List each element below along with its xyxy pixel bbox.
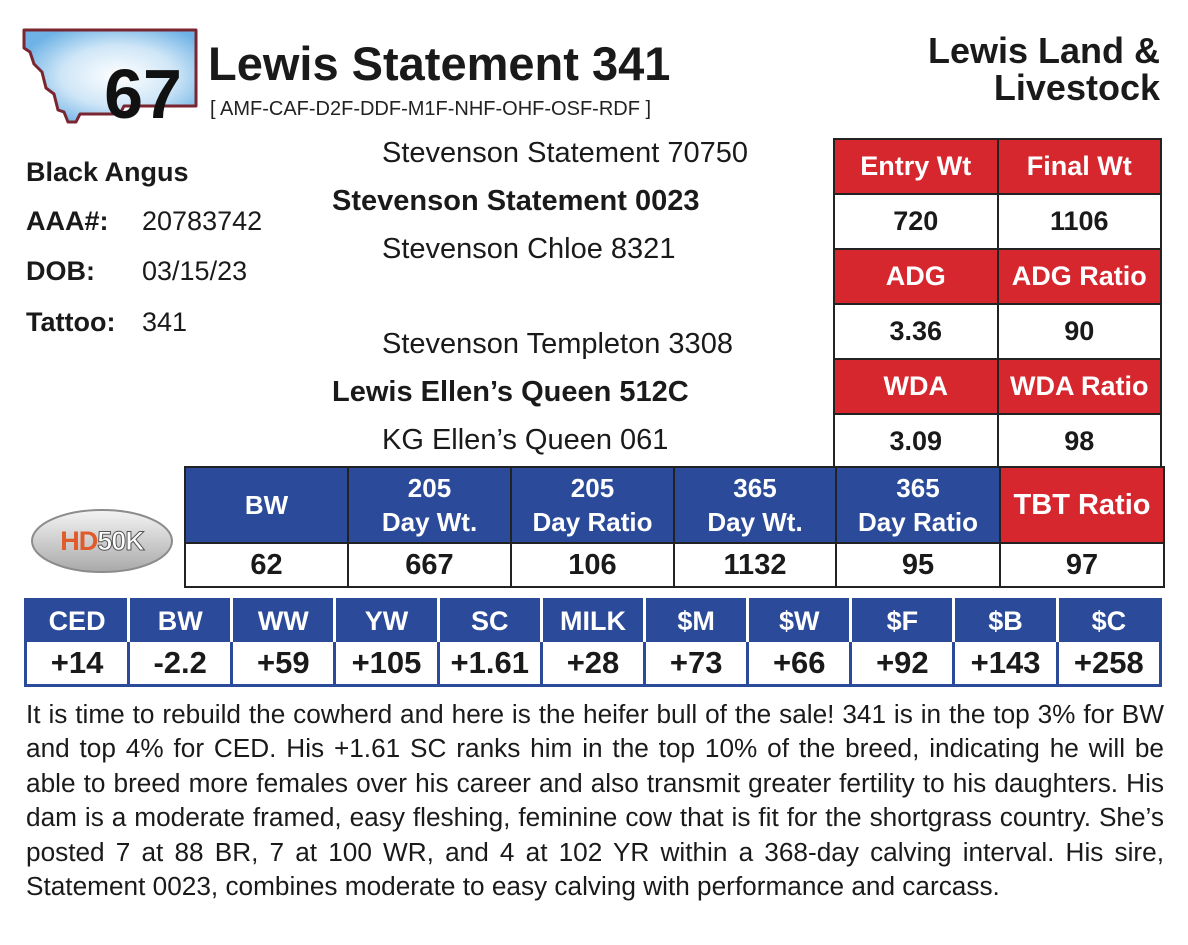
- epd-header: $C: [1057, 600, 1160, 642]
- meas-header-label: 365: [896, 473, 940, 503]
- epd-header: BW: [129, 600, 232, 642]
- meas-header-sublabel: Day Ratio: [858, 507, 978, 537]
- animal-name: Lewis Statement 341: [208, 37, 671, 90]
- meas-header-sublabel: Day Wt.: [381, 507, 478, 537]
- adg-value: 3.36: [834, 304, 998, 359]
- epd-header: $B: [954, 600, 1057, 642]
- adg-header: ADG: [834, 249, 998, 304]
- adg-ratio-header: ADG Ratio: [998, 249, 1162, 304]
- description: It is time to rebuild the cowherd and here is the heifer bull of the sale! 341 is in the top 3% for BW and top 4% for CED. His +1.61 SC ranks him in the top 10% of the breed, indicating he will be able to breed more females over his career and also transmit greater fertility to his daughters. His dam is a moderate framed, easy fleshing, feminine cow that is fit for the shortgrass country. She’s posted 7 at 88 BR, 7 at 100 WR, and 4 at 102 YR within a 368-day calving interval. His sire, Statement 0023, combines moderate to easy calving with performance and carcass.: [26, 699, 1164, 902]
- meas-value-bw: 62: [185, 543, 348, 587]
- dob-row: [26, 256, 247, 287]
- hd50k-logo: [30, 508, 174, 574]
- meas-header-365-wt: [674, 467, 836, 543]
- final-wt-value: 1106: [998, 194, 1162, 249]
- tattoo-value: 341: [142, 307, 188, 337]
- pedigree-sire-dam: Stevenson Chloe 8321: [382, 233, 676, 265]
- lot-number: 67: [104, 55, 182, 133]
- epd-value: +66: [748, 642, 851, 686]
- meas-value-tbt-ratio: 97: [1000, 543, 1164, 587]
- wda-value: 3.09: [834, 414, 998, 469]
- meas-header-label: 205: [407, 473, 452, 503]
- registration-row: [26, 206, 262, 237]
- breeder-name: [860, 32, 1160, 106]
- epd-value: +73: [645, 642, 748, 686]
- performance-table: [833, 138, 1162, 470]
- epd-header: $W: [748, 600, 851, 642]
- meas-header-tbt-ratio: [1000, 467, 1164, 543]
- measurements-table: [184, 466, 1165, 588]
- pedigree-dam-sire: Stevenson Templeton 3308: [382, 328, 733, 360]
- pedigree-dam-dam: KG Ellen’s Queen 061: [382, 424, 669, 456]
- lot-badge: [20, 24, 200, 133]
- meas-header-sublabel: Day Ratio: [532, 507, 653, 537]
- meas-header-365-ratio: [836, 467, 1000, 543]
- pedigree-sire-sire: Stevenson Statement 70750: [382, 137, 748, 169]
- registration-value: 20783742: [142, 206, 263, 236]
- meas-header-label: TBT Ratio: [1013, 489, 1151, 521]
- pedigree-sire: Stevenson Statement 0023: [332, 185, 700, 217]
- epd-value: +1.61: [438, 642, 541, 686]
- meas-header-label: 205: [570, 473, 615, 503]
- epd-table: [24, 598, 1162, 687]
- epd-header: SC: [438, 600, 541, 642]
- epd-header: $M: [645, 600, 748, 642]
- epd-header: YW: [335, 600, 438, 642]
- meas-header-label: 365: [733, 473, 777, 503]
- epd-value: +258: [1057, 642, 1160, 686]
- epd-header: $F: [851, 600, 954, 642]
- meas-header-label: BW: [244, 490, 289, 520]
- breeder-line-1: Lewis Land &: [927, 30, 1160, 71]
- adg-ratio-value: 90: [998, 304, 1162, 359]
- tattoo-row: [26, 307, 187, 338]
- epd-value: +143: [954, 642, 1057, 686]
- epd-value: +105: [335, 642, 438, 686]
- epd-value: +14: [50, 644, 104, 680]
- registration-label: AAA#:: [26, 206, 109, 236]
- wda-ratio-header: WDA Ratio: [998, 359, 1162, 414]
- meas-value-365-wt: 1132: [674, 543, 836, 587]
- meas-header-205-ratio: [511, 467, 674, 543]
- dob-label: DOB:: [26, 256, 95, 286]
- epd-value: +28: [541, 642, 644, 686]
- meas-value-205-wt: 667: [348, 543, 511, 587]
- breed: Black Angus: [26, 157, 189, 187]
- epd-header: MILK: [541, 600, 644, 642]
- meas-header-bw: [185, 467, 348, 543]
- genetic-tags: [ AMF-CAF-D2F-DDF-M1F-NHF-OHF-OSF-RDF ]: [210, 98, 652, 120]
- meas-header-205-wt: [348, 467, 511, 543]
- epd-header: WW: [232, 600, 335, 642]
- pedigree-dam: Lewis Ellen’s Queen 512C: [332, 376, 689, 408]
- wda-header: WDA: [834, 359, 998, 414]
- meas-value-205-ratio: 106: [511, 543, 674, 587]
- breeder-line-2: Livestock: [993, 67, 1160, 108]
- tattoo-label: Tattoo:: [26, 307, 116, 337]
- svg-text:HD50K: HD50K: [60, 526, 144, 556]
- dob-value: 03/15/23: [142, 256, 248, 286]
- meas-header-sublabel: Day Wt.: [707, 507, 803, 537]
- wda-ratio-value: 98: [998, 414, 1162, 469]
- epd-value: -2.2: [129, 642, 232, 686]
- epd-value: +59: [232, 642, 335, 686]
- epd-header: CED: [26, 600, 129, 642]
- entry-wt-header: Entry Wt: [834, 139, 998, 194]
- epd-value: +92: [851, 642, 954, 686]
- meas-value-365-ratio: 95: [836, 543, 1000, 587]
- final-wt-header: Final Wt: [998, 139, 1162, 194]
- entry-wt-value: 720: [834, 194, 998, 249]
